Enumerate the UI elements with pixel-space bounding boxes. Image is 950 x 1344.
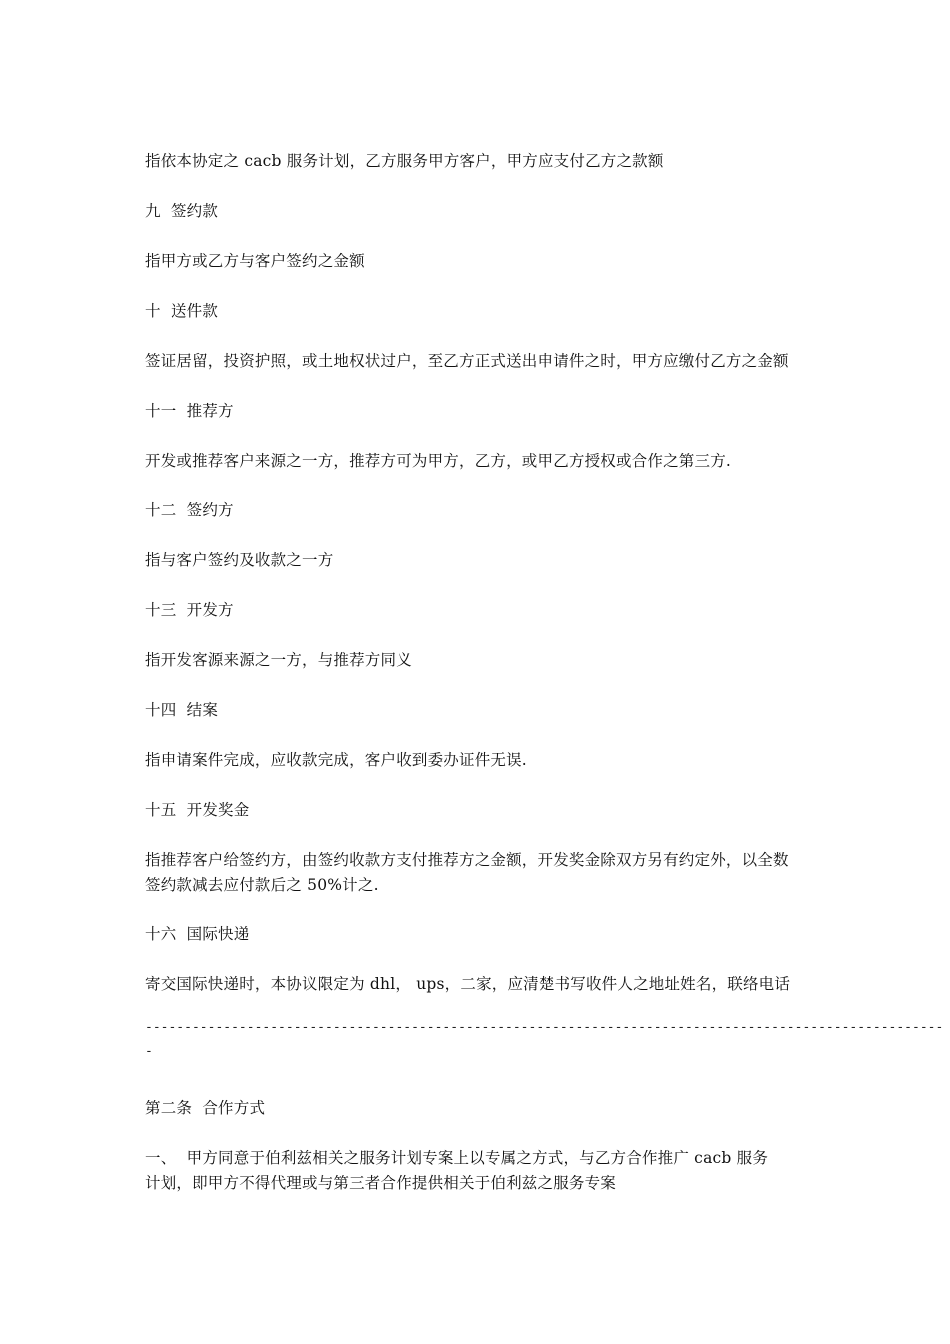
heading-section-13: 十三 开发方 (145, 601, 234, 619)
separator-line-tail: - (145, 1044, 153, 1059)
paragraph-payment-definition: 指依本协定之 cacb 服务计划，乙方服务甲方客户，甲方应支付乙方之款额 (145, 152, 664, 170)
paragraph-section-12: 指与客户签约及收款之一方 (145, 551, 334, 569)
paragraph-section-9: 指甲方或乙方与客户签约之金额 (145, 252, 365, 270)
heading-article-2: 第二条 合作方式 (145, 1099, 266, 1117)
heading-section-11: 十一 推荐方 (145, 402, 234, 420)
heading-section-16: 十六 国际快递 (145, 925, 250, 943)
heading-section-12: 十二 签约方 (145, 501, 234, 519)
paragraph-section-11: 开发或推荐客户来源之一方，推荐方可为甲方，乙方，或甲乙方授权或合作之第三方. (145, 452, 732, 470)
heading-section-9: 九 签约款 (145, 202, 219, 220)
paragraph-article-2-line1: 一、 甲方同意于伯利兹相关之服务计划专案上以专属之方式，与乙方合作推广 cacb 服务 (145, 1149, 769, 1167)
heading-section-10: 十 送件款 (145, 302, 219, 320)
paragraph-section-14: 指申请案件完成，应收款完成，客户收到委办证件无误. (145, 751, 527, 769)
heading-section-14: 十四 结案 (145, 701, 219, 719)
separator-line: ------------------------------------------------------------------------------------------------------ (145, 1020, 944, 1035)
paragraph-section-13: 指开发客源来源之一方，与推荐方同义 (145, 651, 412, 669)
paragraph-section-15-line2: 签约款减去应付款后之 50%计之. (145, 876, 379, 894)
paragraph-section-10: 签证居留，投资护照，或土地权状过户，至乙方正式送出申请件之时，甲方应缴付乙方之金额 (145, 352, 789, 370)
paragraph-section-15-line1: 指推荐客户给签约方，由签约收款方支付推荐方之金额，开发奖金除双方另有约定外，以全数 (145, 851, 789, 869)
paragraph-section-16: 寄交国际快递时，本协议限定为 dhl， ups，二家，应清楚书写收件人之地址姓名，联络电话 (145, 975, 791, 993)
paragraph-article-2-line2: 计划，即甲方不得代理或与第三者合作提供相关于伯利兹之服务专案 (145, 1174, 617, 1192)
heading-section-15: 十五 开发奖金 (145, 801, 250, 819)
